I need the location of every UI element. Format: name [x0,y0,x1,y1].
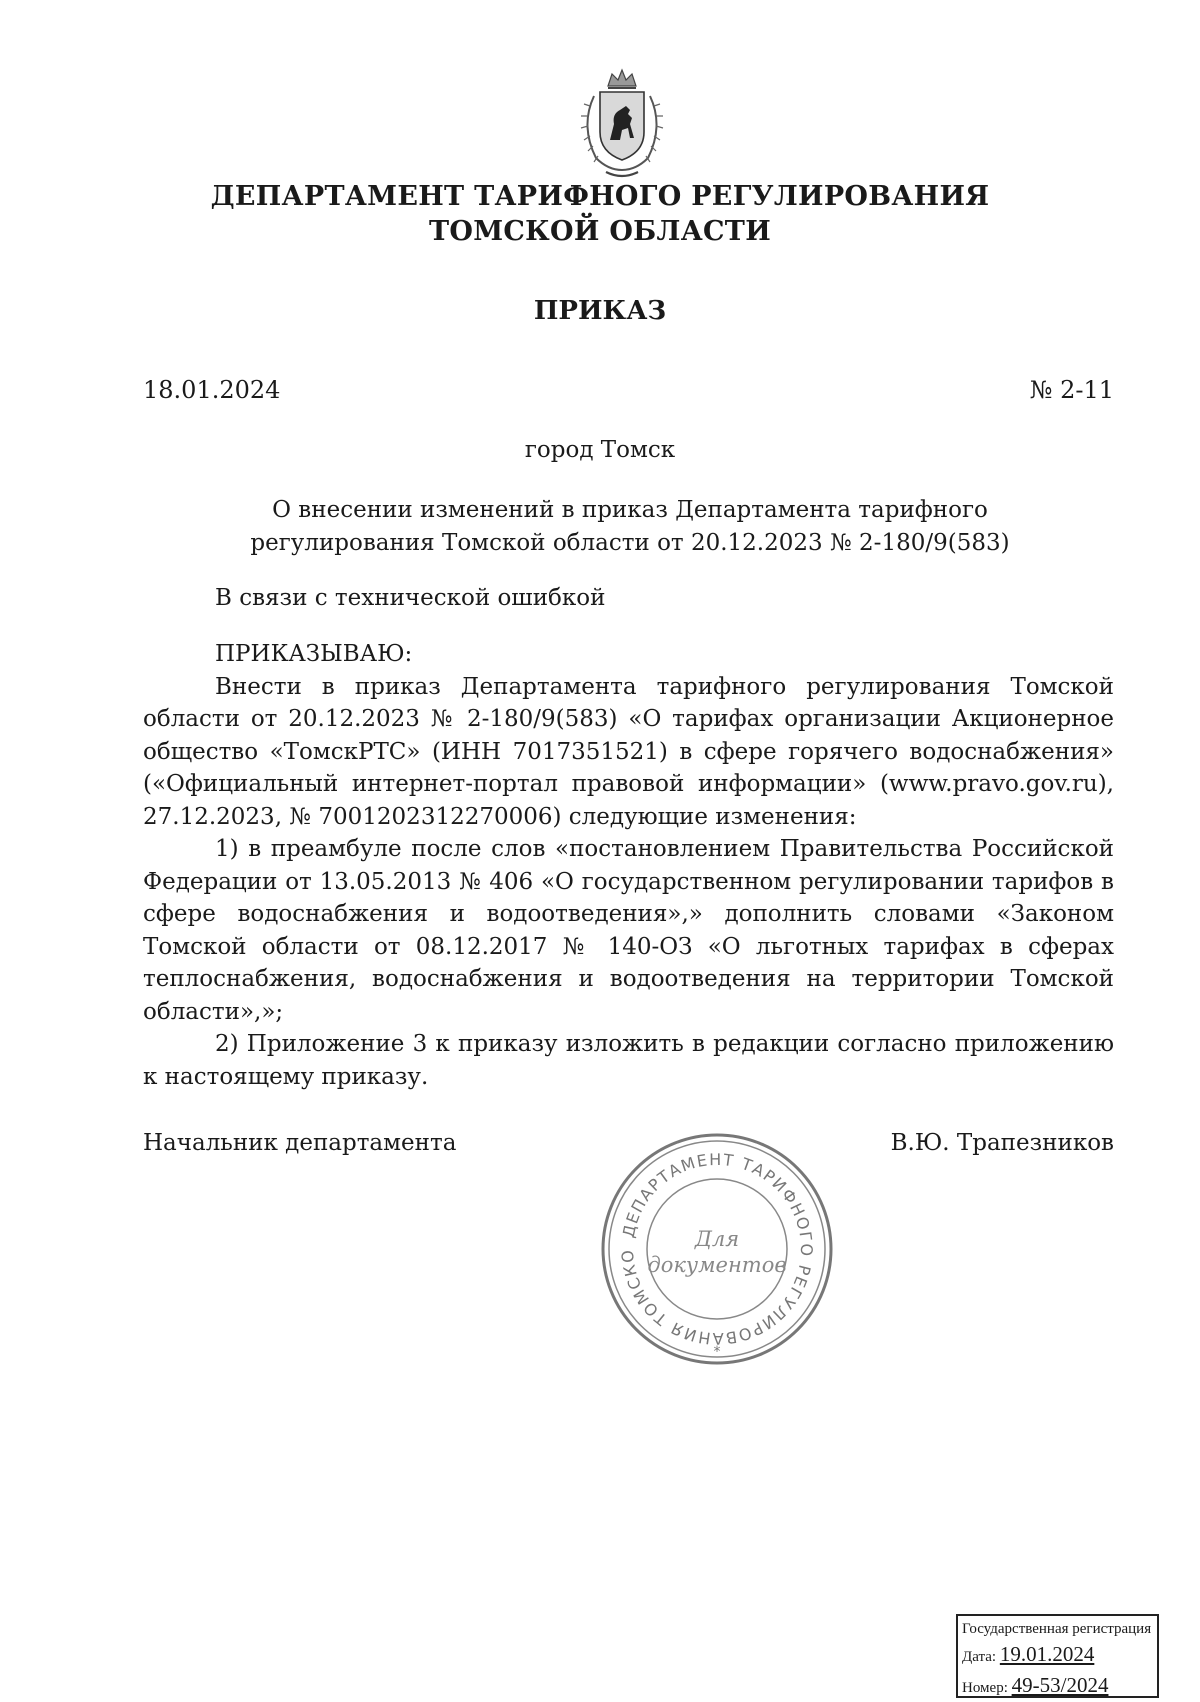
state-registration-box [956,1614,1159,1698]
seal-center-line2: документов [647,1253,787,1277]
order-basis [143,582,1114,615]
basis-text: В связи с технической ошибкой [215,585,606,611]
order-number: № 2-11 [1029,376,1114,404]
body-paragraph: 1) в преамбуле после слов «постановлением Правительства Российской Федерации от 13.05.2013 № 406 «О государственном регулировании тарифов в сфере водоснабжения и водоотведения»,» дополнить словами «Законом Томской области от 08.12.2017 № 140-ОЗ «О льготных тарифах в сферах теплоснабжения, водоснабжения и водоотведения на территории Томской области»,»; [143,836,1114,1025]
document-type-title: ПРИКАЗ [533,296,667,326]
signatory-position: Начальник департамента [143,1130,457,1156]
order-date: 18.01.2024 [143,376,281,404]
registration-date-value: 19.01.2024 [999,1642,1095,1666]
registration-number-label: Номер: [962,1680,1008,1696]
city: город Томск [524,437,676,463]
order-body [143,638,1114,1093]
registration-date-row [962,1640,1153,1671]
coat-of-arms-emblem [560,66,684,184]
order-subject: О внесении изменений в приказ Департамента тарифного регулирования Томской области от 20.12.2023 № 2-180/9(583) [250,497,1010,556]
seal-star: * [713,1344,721,1360]
registration-number-row [962,1671,1153,1702]
signatory-name: В.Ю. Трапезников [890,1130,1114,1156]
official-seal [598,1130,836,1368]
registration-number-value: 49-53/2024 [1011,1673,1109,1697]
body-paragraph: 2) Приложение 3 к приказу изложить в редакции согласно приложению к настоящему приказу. [143,1031,1114,1090]
body-paragraph: Внести в приказ Департамента тарифного регулирования Томской области от 20.12.2023 № 2-180/9(583) «О тарифах организации Акционерное общество «ТомскРТС» (ИНН 7017351521) в сфере горячего водоснабжения» («Официальный интернет-портал правовой информации» (www.pravo.gov.ru), 27.12.2023, № 7001202312270006) следующие изменения: [143,673,1114,830]
registration-title: Государственная регистрация [962,1621,1152,1637]
seal-ring-text: ДЕПАРТАМЕНТ ТАРИФНОГО РЕГУЛИРОВАНИЯ ТОМСКО [617,1149,817,1349]
department-name-line1: ДЕПАРТАМЕНТ ТАРИФНОГО РЕГУЛИРОВАНИЯ [210,181,990,212]
department-name-line2: ТОМСКОЙ ОБЛАСТИ [428,216,772,247]
registration-date-label: Дата: [962,1649,997,1665]
seal-center-line1: Для [694,1227,740,1251]
order-word: ПРИКАЗЫВАЮ: [215,641,413,667]
